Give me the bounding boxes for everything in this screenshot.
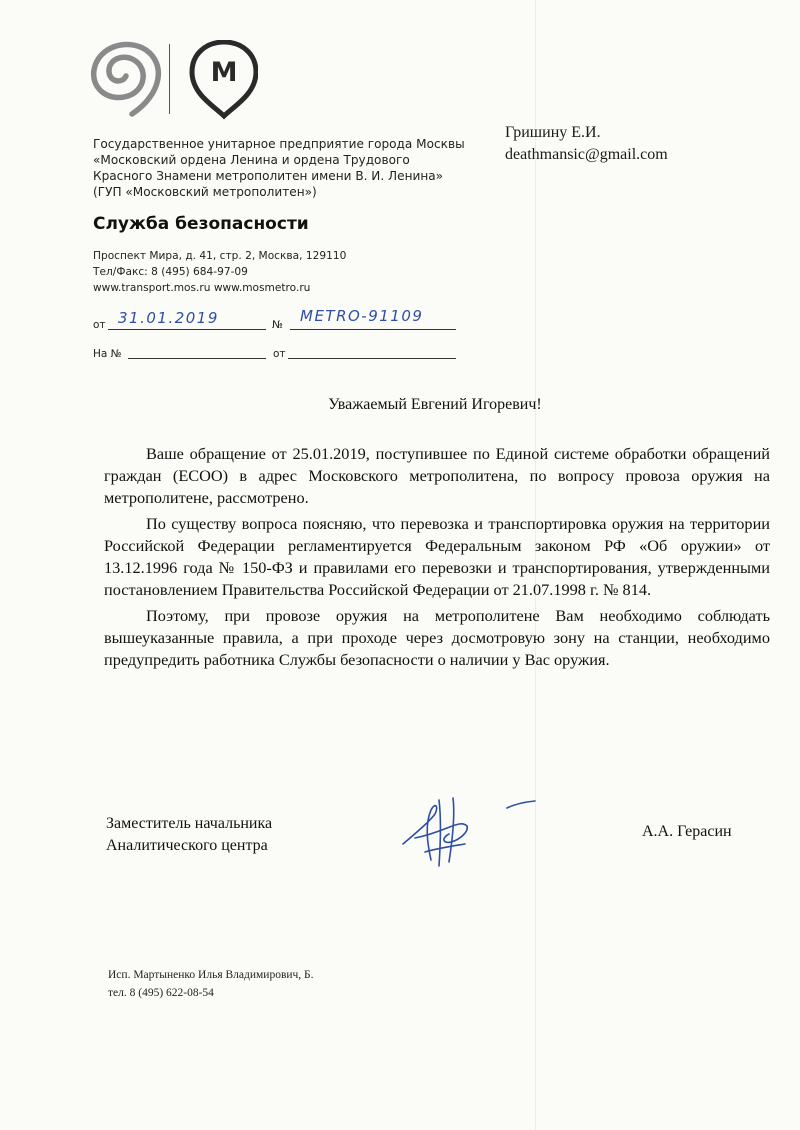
reference-date-underline [288, 358, 456, 359]
letter-greeting: Уважаемый Евгений Игоревич! [328, 396, 542, 413]
reference-date-prefix: от [273, 348, 286, 360]
letter-paragraph: Ваше обращение от 25.01.2019, поступившее по Единой системе обработки обращений граждан (ЕСОО) в адрес Московского метрополитена, по вопросу провоза оружия на метрополитене, рассмотрено. [104, 444, 770, 507]
recipient-email: deathmansic@gmail.com [505, 146, 668, 163]
address-line: Проспект Мира, д. 41, стр. 2, Москва, 129110 [93, 250, 347, 262]
signatory-name: А.А. Герасин [642, 823, 732, 840]
metro-logo-letter: M [210, 57, 238, 88]
position-line: Заместитель начальника [106, 815, 273, 832]
organization-name [93, 136, 465, 200]
number-prefix: № [272, 319, 283, 331]
date-underline [108, 329, 266, 330]
moscow-transport-logo-icon [94, 44, 159, 114]
letter-body [104, 443, 770, 675]
recipient-name: Гришину Е.И. [505, 124, 601, 141]
executor-phone: тел. 8 (495) 622-08-54 [108, 987, 214, 999]
date-prefix: от [93, 319, 106, 331]
position-line: Аналитического центра [106, 837, 268, 854]
org-line: Государственное унитарное предприятие города Москвы [93, 137, 465, 151]
recipient-block [505, 122, 668, 166]
logo-divider [169, 44, 170, 114]
letter-paragraph: Поэтому, при провозе оружия на метрополитене Вам необходимо соблюдать вышеуказанные правила, а при проходе через досмотровую зону на станции, необходимо предупредить работника Службы безопасности о наличии у Вас оружия. [104, 606, 770, 669]
org-line: «Московский ордена Ленина и ордена Трудового [93, 153, 410, 167]
executor-name: Исп. Мартыненко Илья Владимирович, Б. [108, 969, 314, 981]
moscow-metro-logo-icon [192, 42, 256, 116]
org-line: (ГУП «Московский метрополитен») [93, 185, 317, 199]
number-underline [290, 329, 456, 330]
org-line: Красного Знамени метрополитен имени В. И. Ленина» [93, 169, 444, 183]
executor-info [108, 966, 314, 1002]
letter-paragraph: По существу вопроса поясняю, что перевозка и транспортировка оружия на территории Российской Федерации регламентируется Федеральным законом РФ «Об оружии» от 13.12.1996 года № 150-ФЗ и правилами его перевозки и транспортирования, утвержденными постановлением Правительства Российской Федерации от 21.07.1998 г. № 814. [104, 514, 770, 599]
reference-underline [128, 358, 266, 359]
website-line: www.transport.mos.ru www.mosmetro.ru [93, 282, 311, 294]
handwritten-signature [395, 792, 540, 872]
phone-line: Тел/Факс: 8 (495) 684-97-09 [93, 266, 248, 278]
letterhead-logos [88, 40, 258, 120]
department-title: Служба безопасности [93, 214, 309, 234]
handwritten-number: METRO-91109 [300, 307, 424, 325]
signatory-position [106, 813, 272, 857]
reference-prefix: На № [93, 348, 122, 360]
handwritten-date: 31.01.2019 [118, 309, 219, 327]
contact-info [93, 248, 346, 296]
